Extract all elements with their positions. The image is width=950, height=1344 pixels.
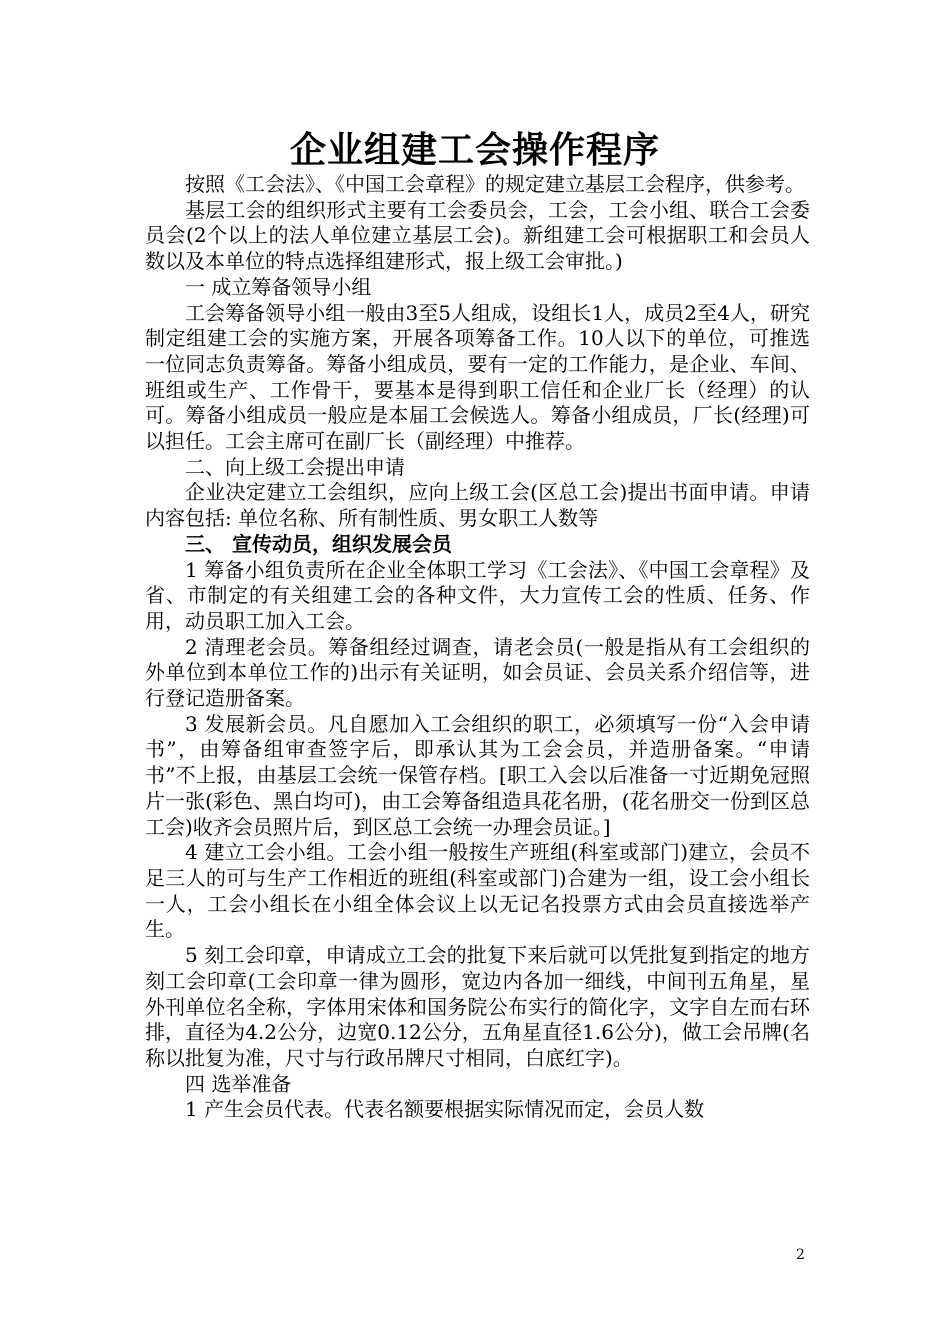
seal-item-paragraph: 5 刻工会印章，申请成立工会的批复下来后就可以凭批复到指定的地方刻工会印章(工会印章一律为圆形，宽边内各加一细线，中间刊五角星，星外刊单位名全称，字体用宋体和国务院公布实行的简化字，文字自左而右环排，直径为4.2公分，边宽0.12公分，五角星直径1.6公分)，做工会吊牌(名称以批复为准，尺寸与行政吊牌尺寸相同，白底红字)。 xyxy=(145,943,810,1070)
organization-form-paragraph: 基层工会的组织形式主要有工会委员会，工会，工会小组、联合工会委员会(2个以上的法人单位建立基层工会)。新组建工会可根据职工和会员人数以及本单位的特点选择组建形式，报上级工会审批。) xyxy=(145,197,810,274)
document-body xyxy=(145,172,810,1123)
application-paragraph: 企业决定建立工会组织，应向上级工会(区总工会)提出书面申请。申请内容包括: 单位名称、所有制性质、男女职工人数等 xyxy=(145,480,810,531)
section-heading-two: 二、向上级工会提出申请 xyxy=(185,454,405,479)
old-members-item-paragraph: 2 清理老会员。筹备组经过调查，请老会员(一般是指从有工会组织的外单位到本单位工作的)出示有关证明，如会员证、会员关系介绍信等，进行登记造册备案。 xyxy=(145,634,810,711)
section-heading-four: 四 选举准备 xyxy=(185,1071,292,1096)
union-group-item-paragraph: 4 建立工会小组。工会小组一般按生产班组(科室或部门)建立，会员不足三人的可与生产工作相近的班组(科室或部门)合建为一组，设工会小组长一人，工会小组长在小组全体会议上以无记名投票方式由会员直接选举产生。 xyxy=(145,840,810,942)
new-members-item-paragraph: 3 发展新会员。凡自愿加入工会组织的职工，必须填写一份“入会申请书”，由筹备组审查签字后，即承认其为工会会员，并造册备案。“申请书”不上报，由基层工会统一保管存档。[职工入会以后准备一寸近期免冠照片一张(彩色、黑白均可)，由工会筹备组造具花名册，(花名册交一份到区总工会)收齐会员照片后，到区总工会统一办理会员证。] xyxy=(145,711,810,839)
member-representatives-paragraph: 1 产生会员代表。代表名额要根据实际情况而定，会员人数 xyxy=(185,1097,705,1122)
preparatory-group-paragraph: 工会筹备领导小组一般由3至5人组成，设组长1人，成员2至4人，研究制定组建工会的实施方案，开展各项筹备工作。10人以下的单位，可推选一位同志负责筹备。筹备小组成员，要有一定的工作能力，是企业、车间、班组或生产、工作骨干，要基本是得到职工信任和企业厂长（经理）的认可。筹备小组成员一般应是本届工会候选人。筹备小组成员，厂长(经理)可以担任。工会主席可在副厂长（副经理）中推荐。 xyxy=(145,300,810,454)
document-title: 企业组建工会操作程序 xyxy=(289,129,660,171)
intro-paragraph: 按照《工会法》、《中国工会章程》的规定建立基层工会程序，供参考。 xyxy=(185,172,805,196)
section-heading-one: 一 成立筹备领导小组 xyxy=(185,274,372,299)
section-heading-three: 三、 宣传动员，组织发展会员 xyxy=(185,531,452,556)
page-number: 2 xyxy=(796,1247,805,1263)
study-item-paragraph: 1 筹备小组负责所在企业全体职工学习《工会法》、《中国工会章程》及省、市制定的有关组建工会的各种文件，大力宣传工会的性质、任务、作用，动员职工加入工会。 xyxy=(145,557,810,633)
